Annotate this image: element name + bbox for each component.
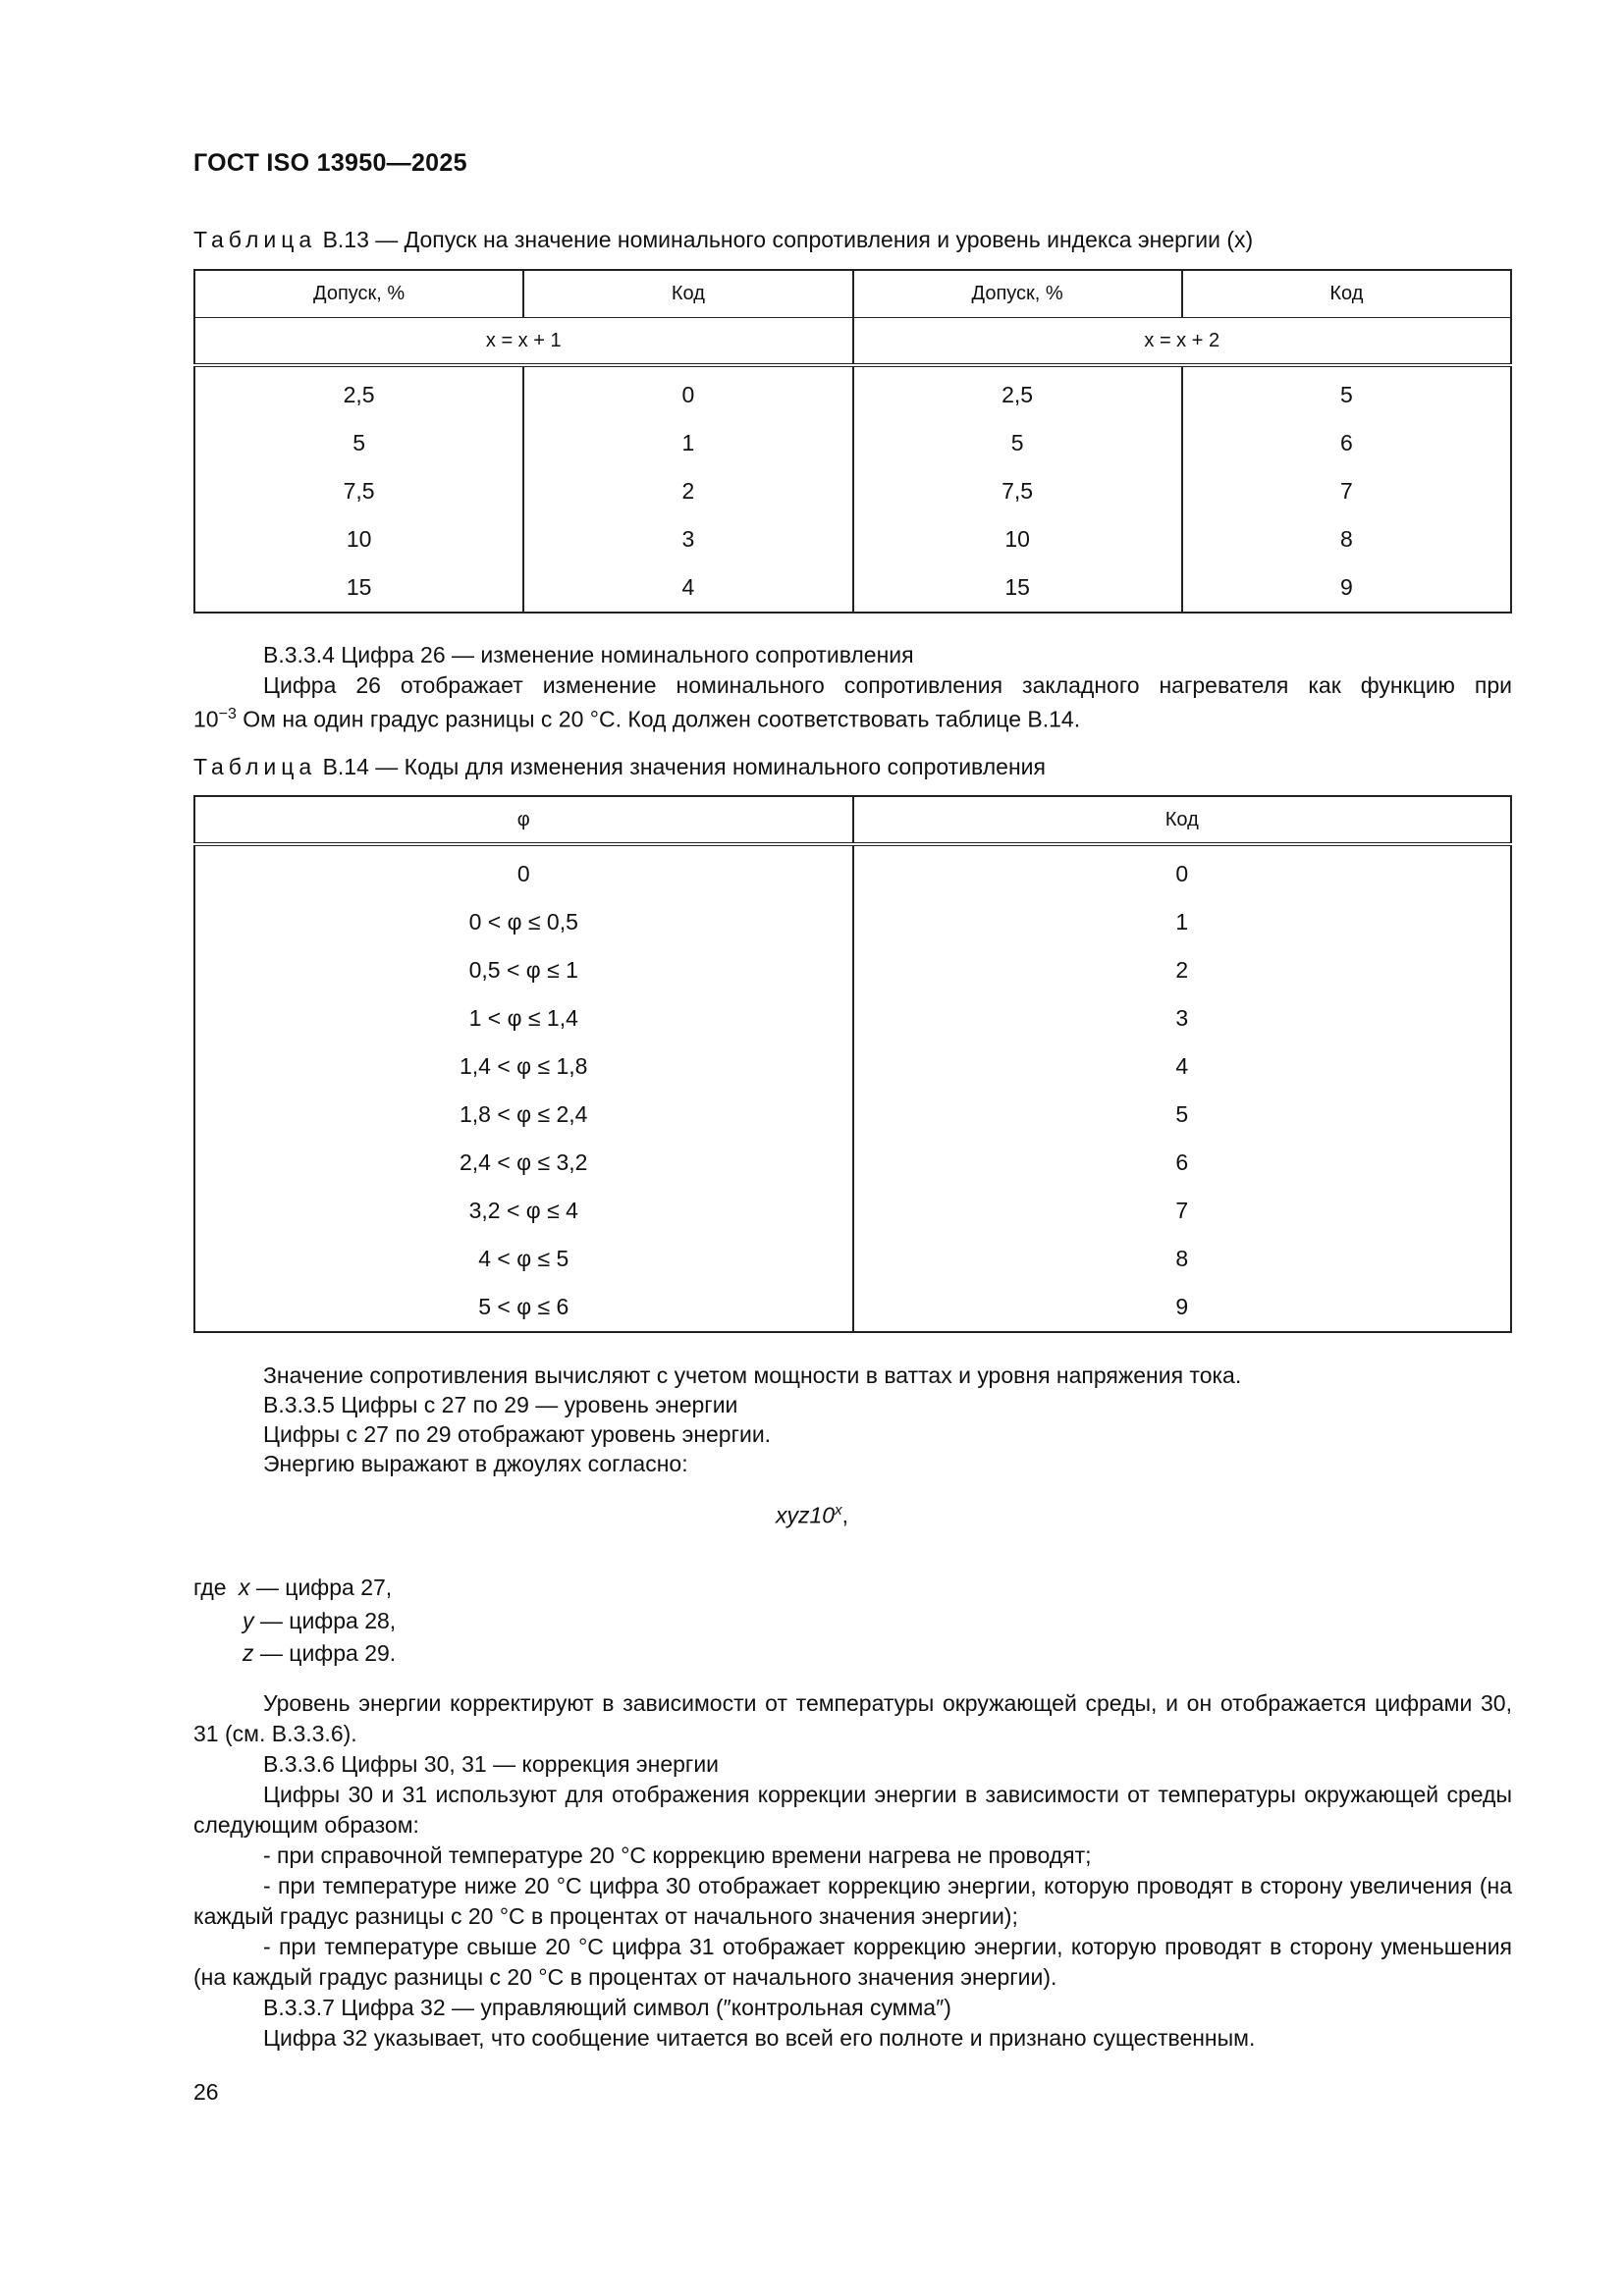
- power-base: 10: [193, 706, 219, 732]
- paragraph: Цифры 30 и 31 используют для отображения коррекции энергии в зависимости от температуры окружающей среды следующим образом:: [193, 1782, 1512, 1838]
- table-cell: 4: [523, 563, 852, 613]
- table-row: [194, 563, 1511, 613]
- table-row: [194, 898, 1511, 946]
- table-cell: 1 < φ ≤ 1,4: [194, 994, 853, 1042]
- table-cell: 7: [1182, 467, 1511, 515]
- document-header: ГОСТ ISO 13950—2025: [193, 149, 467, 177]
- table-cell: 0: [853, 844, 1512, 898]
- table-row: [194, 1283, 1511, 1332]
- table-cell: 0: [194, 844, 853, 898]
- table-row: [194, 1091, 1511, 1139]
- list-item: - при температуре ниже 20 °С цифра 30 отображает коррекцию энергии, которую проводят в сторону увеличения (на каждый градус разницы с 20 °С в процентах от начального значения энергии);: [193, 1873, 1512, 1929]
- table-cell: 6: [853, 1139, 1512, 1187]
- table-cell: 0,5 < φ ≤ 1: [194, 946, 853, 994]
- table-cell: 9: [1182, 563, 1511, 613]
- table-cell: 2: [523, 467, 852, 515]
- table-row: [194, 844, 1511, 898]
- table-row: [194, 365, 1511, 419]
- section-heading: В.3.3.4 Цифра 26 — изменение номинального сопротивления: [263, 642, 914, 667]
- table-header-row: [194, 796, 1511, 844]
- table-cell: 3: [523, 515, 852, 563]
- formula-base: xyz10: [776, 1502, 836, 1528]
- energy-formula: [0, 1502, 1624, 1529]
- table-cell: 1: [523, 419, 852, 467]
- where-label: где: [193, 1575, 227, 1600]
- column-header: Код: [1182, 270, 1511, 318]
- paragraph-line: Цифра 26 отображает изменение номинального сопротивления закладного нагревателя как функцию при: [263, 672, 1512, 698]
- variable-x: x: [239, 1575, 250, 1600]
- table-cell: 5: [194, 419, 523, 467]
- table-header-row: [194, 270, 1511, 318]
- paragraph: Энергию выражают в джоулях согласно:: [263, 1451, 688, 1476]
- power-exponent: −3: [218, 706, 237, 722]
- table-cell: 8: [853, 1235, 1512, 1283]
- list-item: - при справочной температуре 20 °С коррекцию времени нагрева не проводят;: [263, 1842, 1092, 1868]
- table-cell: 1,8 < φ ≤ 2,4: [194, 1091, 853, 1139]
- table-row: [194, 1042, 1511, 1091]
- table-cell: 7,5: [194, 467, 523, 515]
- table-cell: 0 < φ ≤ 0,5: [194, 898, 853, 946]
- variable-y: y: [243, 1608, 254, 1633]
- section-heading: В.3.3.6 Цифры 30, 31 — коррекция энергии: [263, 1751, 720, 1777]
- table-cell: 0: [523, 365, 852, 419]
- list-item: - при температуре свыше 20 °С цифра 31 отображает коррекцию энергии, которую проводят в сторону уменьшения (на каждый градус разницы с 20 °С в процентах от начального значения энергии).: [193, 1934, 1512, 1990]
- group-header-right: x = x + 2: [853, 318, 1512, 366]
- where-item: [239, 1571, 392, 1604]
- table-cell: 7,5: [853, 467, 1182, 515]
- table-row: [194, 419, 1511, 467]
- table-cell: 5 < φ ≤ 6: [194, 1283, 853, 1332]
- formula-exponent: x: [835, 1502, 842, 1519]
- table-13: [193, 269, 1512, 614]
- table-cell: 7: [853, 1187, 1512, 1235]
- variable-z: z: [243, 1640, 254, 1666]
- table-13-caption: [193, 227, 1253, 253]
- table-row: [194, 467, 1511, 515]
- paragraph-text: Ом на один градус разницы с 20 °С. Код должен соответствовать таблице В.14.: [236, 706, 1081, 732]
- page-number: 26: [193, 2079, 219, 2105]
- table-cell: 5: [853, 1091, 1512, 1139]
- table-cell: 1,4 < φ ≤ 1,8: [194, 1042, 853, 1091]
- caption-prefix: Таблица: [193, 227, 317, 252]
- paragraph: Цифра 32 указывает, что сообщение читается во всей его полноте и признано существенным.: [263, 2025, 1256, 2051]
- where-item: [243, 1604, 396, 1637]
- table-row: [194, 1187, 1511, 1235]
- caption-text: В.13 — Допуск на значение номинального сопротивления и уровень индекса энергии (x): [316, 227, 1254, 252]
- table-cell: 2,5: [194, 365, 523, 419]
- caption-prefix: Таблица: [193, 754, 317, 779]
- table-cell: 9: [853, 1283, 1512, 1332]
- variable-desc: — цифра 29.: [259, 1640, 397, 1666]
- table-group-row: [194, 318, 1511, 366]
- paragraph: Цифры с 27 по 29 отображают уровень энергии.: [263, 1421, 772, 1447]
- table-cell: 4: [853, 1042, 1512, 1091]
- section-heading: В.3.3.7 Цифра 32 — управляющий символ (″контрольная сумма″): [263, 1995, 951, 2020]
- table-14: [193, 795, 1512, 1333]
- table-row: [194, 515, 1511, 563]
- table-cell: 2,4 < φ ≤ 3,2: [194, 1139, 853, 1187]
- table-row: [194, 1139, 1511, 1187]
- column-header: Допуск, %: [853, 270, 1182, 318]
- paragraph-line: [193, 699, 1080, 735]
- column-header: Код: [523, 270, 852, 318]
- table-cell: 10: [194, 515, 523, 563]
- table-row: [194, 994, 1511, 1042]
- variable-desc: — цифра 28,: [259, 1608, 397, 1633]
- table-cell: 5: [1182, 365, 1511, 419]
- table-14-caption: [193, 754, 1046, 780]
- column-header: Код: [853, 796, 1512, 844]
- column-header: φ: [194, 796, 853, 844]
- table-row: [194, 1235, 1511, 1283]
- table-cell: 2,5: [853, 365, 1182, 419]
- table-cell: 2: [853, 946, 1512, 994]
- table-cell: 15: [853, 563, 1182, 613]
- section-heading: В.3.3.5 Цифры с 27 по 29 — уровень энергии: [263, 1392, 738, 1417]
- table-cell: 1: [853, 898, 1512, 946]
- table-cell: 3,2 < φ ≤ 4: [194, 1187, 853, 1235]
- table-cell: 4 < φ ≤ 5: [194, 1235, 853, 1283]
- table-cell: 8: [1182, 515, 1511, 563]
- table-cell: 5: [853, 419, 1182, 467]
- table-cell: 15: [194, 563, 523, 613]
- table-row: [194, 946, 1511, 994]
- table-cell: 3: [853, 994, 1512, 1042]
- column-header: Допуск, %: [194, 270, 523, 318]
- formula-tail: ,: [841, 1502, 848, 1528]
- group-header-left: x = x + 1: [194, 318, 853, 366]
- caption-text: В.14 — Коды для изменения значения номинального сопротивления: [316, 754, 1046, 779]
- variable-desc: — цифра 27,: [255, 1575, 393, 1600]
- table-cell: 10: [853, 515, 1182, 563]
- paragraph: Уровень энергии корректируют в зависимости от температуры окружающей среды, и он отображается цифрами 30, 31 (см. В.3.3.6).: [193, 1690, 1512, 1746]
- table-cell: 6: [1182, 419, 1511, 467]
- paragraph: Значение сопротивления вычисляют с учетом мощности в ваттах и уровня напряжения тока.: [263, 1362, 1242, 1388]
- where-item: [243, 1636, 396, 1670]
